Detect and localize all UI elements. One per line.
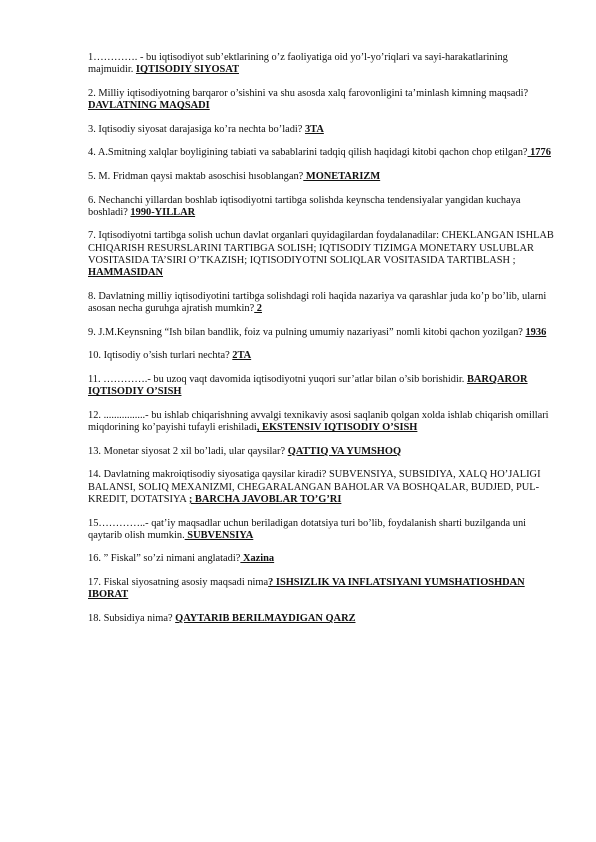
question-12: [88, 410, 554, 435]
question-16: [88, 553, 554, 565]
question-9: [88, 327, 554, 339]
answer-text: QAYTARIB BERILMAYDIGAN QARZ: [175, 612, 356, 624]
answer-text: HAMMASIDAN: [88, 267, 164, 279]
question-text: 16. ” Fiskal” so’zi nimani anglatadi?: [88, 553, 241, 565]
question-11: [88, 374, 554, 399]
question-4: [88, 147, 554, 159]
answer-text: MONETARIZM: [303, 170, 381, 182]
question-text: 9. J.M.Keynsning “Ish bilan bandlik, foiz va pulning umumiy nazariyasi” nomli kitobi qachon yozilgan?: [88, 326, 526, 338]
question-15: [88, 518, 554, 543]
question-text: 18. Subsidiya nima?: [88, 612, 176, 624]
answer-text: ; BARCHA JAVOBLAR TO’G’RI: [188, 493, 342, 505]
question-18: [88, 613, 554, 625]
question-10: [88, 350, 554, 362]
answer-text: IQTISODIY SIYOSAT: [135, 64, 239, 76]
answer-text: QATTIQ VA YUMSHOQ: [287, 445, 402, 457]
question-5: [88, 171, 554, 183]
answer-text: 3TA: [304, 123, 324, 135]
question-text: 5. M. Fridman qaysi maktab asoschisi hısoblangan?: [88, 170, 304, 182]
question-text: 8. Davlatning milliy iqtisodiyotini tartibga solishdagi roli haqida nazariya va qarashlar juda ko’p bo’lib, ularni asosan necha guruhga ajratish mumkin?: [88, 290, 547, 315]
document-page: [88, 52, 554, 637]
question-text: 13. Monetar siyosat 2 xil bo’ladi, ular qaysilar?: [88, 445, 288, 457]
answer-text: Xazina: [240, 553, 275, 565]
question-text: 2. Milliy iqtisodiyotning barqaror o’sishini va shu asosda xalq farovonligini ta’minlash kimning maqsadi?: [88, 87, 529, 99]
question-2: [88, 88, 554, 113]
question-14: [88, 469, 554, 506]
question-6: [88, 195, 554, 220]
question-text: 12. ................- bu ishlab chiqarishning avvalgi texnikaviy asosi saqlanib qolgan xolda ishlab chiqarish omillari miqdorining ko’payishi tufayli erishiladi: [88, 409, 549, 434]
question-text: 6. Nechanchi yillardan boshlab iqtisodiyotni tartibga solishda keynscha tendensiyalar yangidan kuchaya boshladi?: [88, 194, 521, 218]
question-text: 4. A.Smitning xalqlar boyligining tabiati va sabablarini tadqiq qilish haqidagi kitobi qachon chop etilgan?: [88, 147, 528, 159]
question-7: [88, 230, 554, 279]
question-1: [88, 52, 554, 77]
question-text: 1…………. - bu iqtisodiyot sub’ektlarining o’z faoliyatiga oid yo’l-yo’riqlari va sayi-harakatlarining majmuidir.: [88, 52, 508, 76]
answer-text: SUBVENSIYA: [184, 529, 254, 541]
question-text: 14. Davlatning makroiqtisodiy siyosatiga qaysilar kiradi? SUBVENSIYA, SUBSIDIYA, XALQ HO’JALIGI BALANSI, SOLIQ MEXANIZMI, CHEGARALANGAN BAHOLAR VA BOSHQALAR, BUDJED, PUL-KREDIT, DOTATSIYA: [88, 469, 541, 505]
question-3: [88, 124, 554, 136]
question-text: 11. ………….- bu uzoq vaqt davomida iqtisodiyotni yuqori sur’atlar bilan o’sib borishidir.: [88, 374, 467, 386]
question-text: 17. Fiskal siyosatning asosiy maqsadi nima: [88, 577, 269, 589]
question-text: 3. Iqtisodiy siyosat darajasiga ko’ra nechta bo’ladi?: [88, 123, 305, 135]
question-13: [88, 446, 554, 458]
answer-text: 2: [254, 303, 262, 315]
answer-text: BARQAROR IQTISODIY O’SISH: [88, 374, 528, 398]
answer-text: 2TA: [232, 350, 252, 362]
question-text: 10. Iqtisodiy o’sish turlari nechta?: [88, 350, 233, 362]
answer-text: , EKSTENSIV IQTISODIY O’SISH: [256, 422, 418, 434]
question-text: 15…………..- qat’iy maqsadlar uchun beriladigan dotatsiya turi bo’lib, foydalanish sharti buzilganda uni qaytarib olish mumkin.: [88, 517, 527, 541]
answer-text: ? ISHSIZLIK VA INFLATSIYANI YUMSHATIOSHDAN IBORAT: [88, 577, 525, 601]
answer-text: DAVLATNING MAQSADI: [88, 100, 210, 112]
question-text: 7. Iqtisodiyotni tartibga solish uchun davlat organlari quyidagilardan foydalanadilar: CHEKLANGAN ISHLAB CHIQARISH RESURSLARINI TARTIBGA SOLISH; IQTISODIY TIZIMGA MONETARY USLUBLAR VOSITASIDA TA’SIRI O’TKAZISH; IQTISODIYOTNI SOLIQLAR VOSITASIDA TARTIBLASH ;: [88, 230, 554, 267]
question-8: [88, 291, 554, 316]
answer-text: 1776: [527, 147, 551, 159]
question-17: [88, 577, 554, 602]
answer-text: 1990-YILLAR: [130, 206, 196, 218]
answer-text: 1936: [525, 326, 547, 338]
